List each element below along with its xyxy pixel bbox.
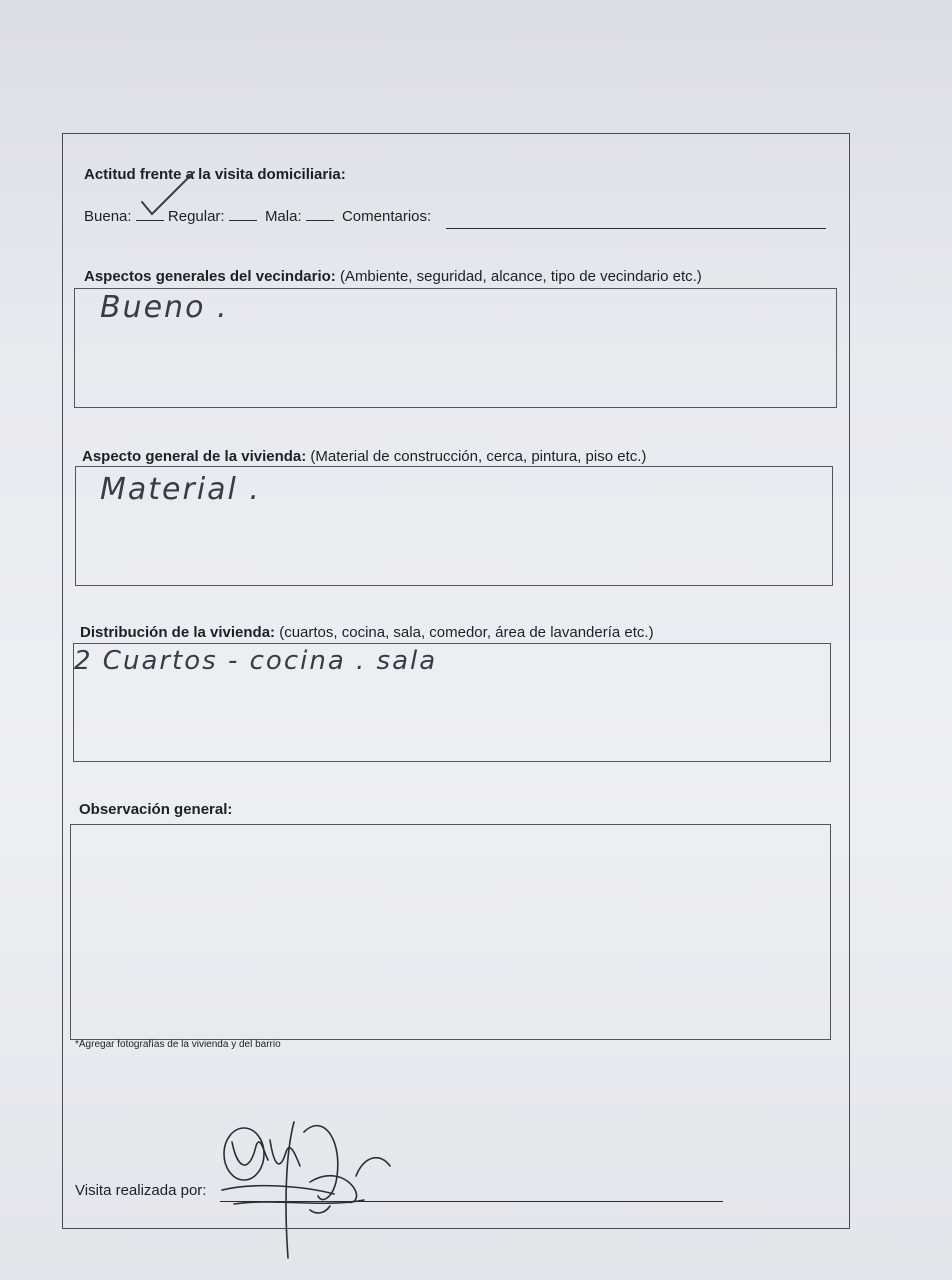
attitude-title: Actitud frente a la visita domiciliaria: (84, 166, 346, 183)
neighborhood-heading (84, 268, 702, 285)
visit-label: Visita realizada por: (75, 1182, 207, 1199)
bad-blank[interactable] (306, 206, 334, 221)
check-mark-icon (138, 168, 198, 220)
attitude-row (84, 206, 431, 225)
housing-heading (82, 448, 646, 465)
neighborhood-hint: (Ambiente, seguridad, alcance, tipo de vecindario etc.) (339, 268, 702, 285)
comments-label: Comentarios: (341, 208, 432, 225)
bad-label: Mala: (264, 208, 302, 225)
housing-hint: (Material de construcción, cerca, pintura, piso etc.) (310, 448, 647, 465)
photo-footnote: *Agregar fotografías de la vivienda y del barrio (75, 1039, 281, 1050)
distribution-title: Distribución de la vivienda: (80, 624, 276, 641)
housing-title: Aspecto general de la vivienda: (82, 448, 307, 465)
housing-answer: Material . (100, 472, 261, 507)
neighborhood-title: Aspectos generales del vecindario: (84, 268, 336, 285)
observation-title: Observación general: (79, 801, 233, 818)
regular-blank[interactable] (229, 206, 257, 221)
comments-line[interactable] (446, 228, 826, 229)
distribution-hint: (cuartos, cocina, sala, comedor, área de lavandería etc.) (279, 624, 654, 641)
distribution-answer: 2 Cuartos - cocina . sala (74, 646, 438, 676)
observation-answer-box[interactable] (70, 824, 831, 1040)
distribution-heading (80, 624, 654, 641)
regular-label: Regular: (167, 208, 225, 225)
signature-icon (214, 1112, 414, 1260)
neighborhood-answer: Bueno . (100, 290, 229, 325)
good-label: Buena: (84, 208, 132, 225)
